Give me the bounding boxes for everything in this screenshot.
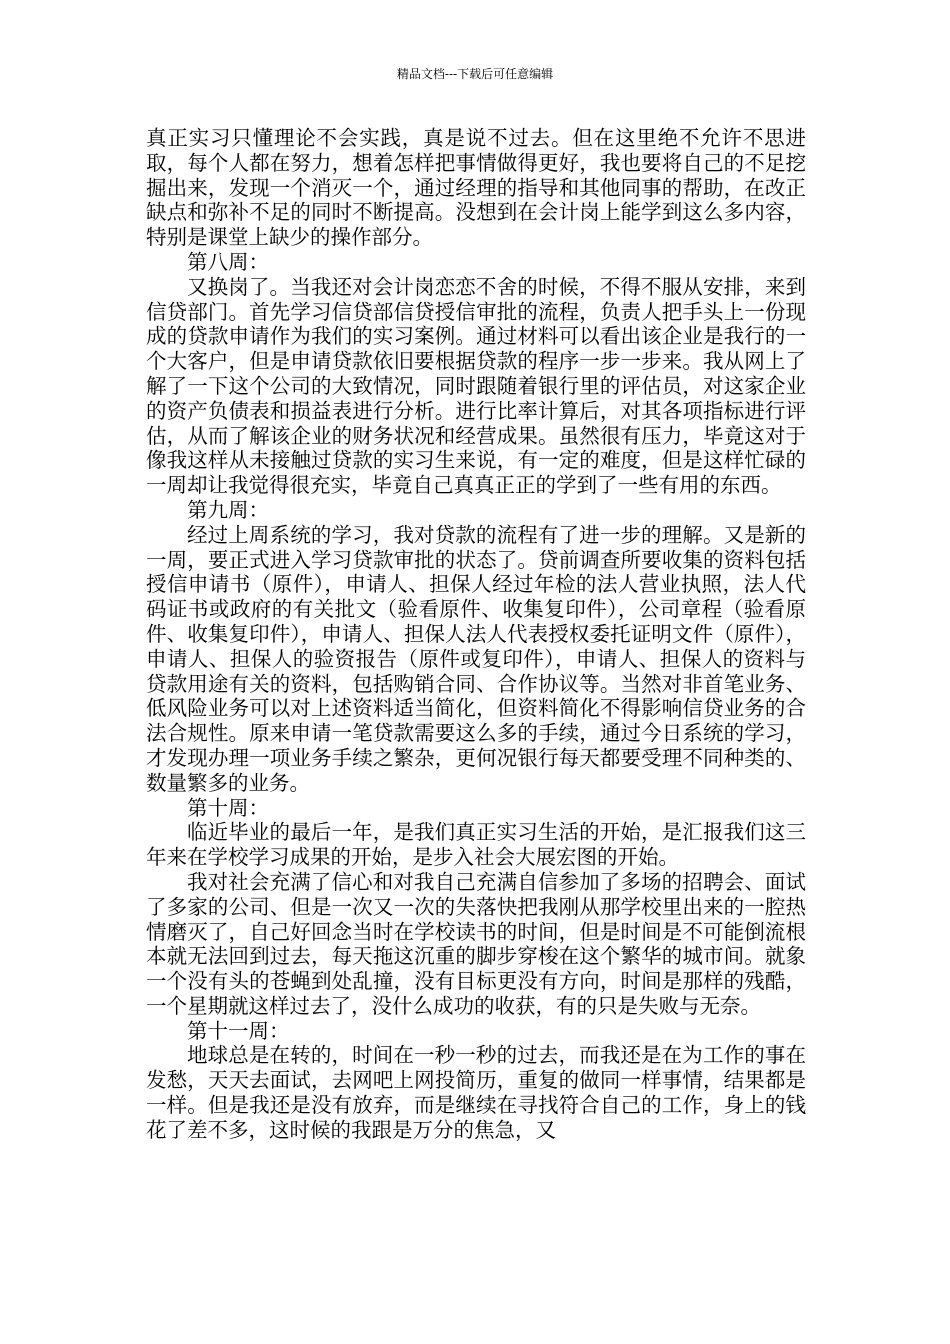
section-heading-week-11: 第十一周： <box>187 1018 290 1043</box>
section-heading-week-9: 第九周： <box>187 497 269 522</box>
page-header: 精品文档---下载后可任意编辑 <box>396 67 554 81</box>
section-heading-week-10: 第十周： <box>187 795 269 820</box>
paragraph-continued: 真正实习只懂理论不会实践，真是说不过去。但在这里绝不允许不思进取，每个人都在努力，想着怎样把事情做得更好，我也要将自己的不足挖掘出来，发现一个消灭一个，通过经理的指导和其他同事的帮助，在改正缺点和弥补不足的同时不断提高。没想到在会计岗上能学到这么多内容，特别是课堂上缺少的操作部分。 <box>146 126 806 250</box>
paragraph-week-10-a: 临近毕业的最后一年，是我们真正实习生活的开始，是汇报我们这三年来在学校学习成果的开始，是步入社会大展宏图的开始。 <box>146 820 806 870</box>
paragraph-week-10-b: 我对社会充满了信心和对我自己充满自信参加了多场的招聘会、面试了多家的公司、但是一次又一次的失落快把我刚从那学校里出来的一腔热情磨灭了，自己好回念当时在学校读书的时间，但是时间是不可能倒流根本就无法回到过去，每天拖这沉重的脚步穿梭在这个繁华的城市间。就象一个没有头的苍蝇到处乱撞，没有目标更没有方向，时间是那样的残酷，一个星期就这样过去了，没什么成功的收获，有的只是失败与无奈。 <box>146 869 806 1018</box>
paragraph-week-11: 地球总是在转的，时间在一秒一秒的过去，而我还是在为工作的事在发愁，天天去面试，去网吧上网投简历，重复的做同一样事情，结果都是一样。但是我还是没有放弃，而是继续在寻找符合自己的工作，身上的钱花了差不多，这时候的我跟是万分的焦急，又 <box>146 1043 806 1142</box>
paragraph-week-8: 又换岗了。当我还对会计岗恋恋不舍的时候，不得不服从安排，来到信贷部门。首先学习信贷部信贷授信审批的流程，负责人把手头上一份现成的贷款申请作为我们的实习案例。通过材料可以看出该企业是我行的一个大客户，但是申请贷款依旧要根据贷款的程序一步一步来。我从网上了解了一下这个公司的大致情况，同时跟随着银行里的评估员，对这家企业的资产负债表和损益表进行分析。进行比率计算后，对其各项指标进行评估，从而了解该企业的财务状况和经营成果。虽然很有压力，毕竟这对于像我这样从未接触过贷款的实习生来说，有一定的难度，但是这样忙碌的一周却让我觉得很充实，毕竟自己真真正正的学到了一些有用的东西。 <box>146 274 806 498</box>
paragraph-week-9: 经过上周系统的学习，我对贷款的流程有了进一步的理解。又是新的一周，要正式进入学习贷款审批的状态了。贷前调查所要收集的资料包括授信申请书（原件），申请人、担保人经过年检的法人营业执照，法人代码证书或政府的有关批文（验看原件、收集复印件），公司章程（验看原件、收集复印件），申请人、担保人法人代表授权委托证明文件（原件），申请人、担保人的验资报告（原件或复印件），申请人、担保人的资料与贷款用途有关的资料，包括购销合同、合作协议等。当然对非首笔业务、低风险业务可以对上述资料适当简化，但资料简化不得影响信贷业务的合法合规性。原来申请一笔贷款需要这么多的手续，通过今日系统的学习，才发现办理一项业务手续之繁杂，更何况银行每天都要受理不同种类的、数量繁多的业务。 <box>146 522 806 795</box>
section-heading-week-8: 第八周： <box>187 249 269 274</box>
document-body <box>146 126 806 1143</box>
